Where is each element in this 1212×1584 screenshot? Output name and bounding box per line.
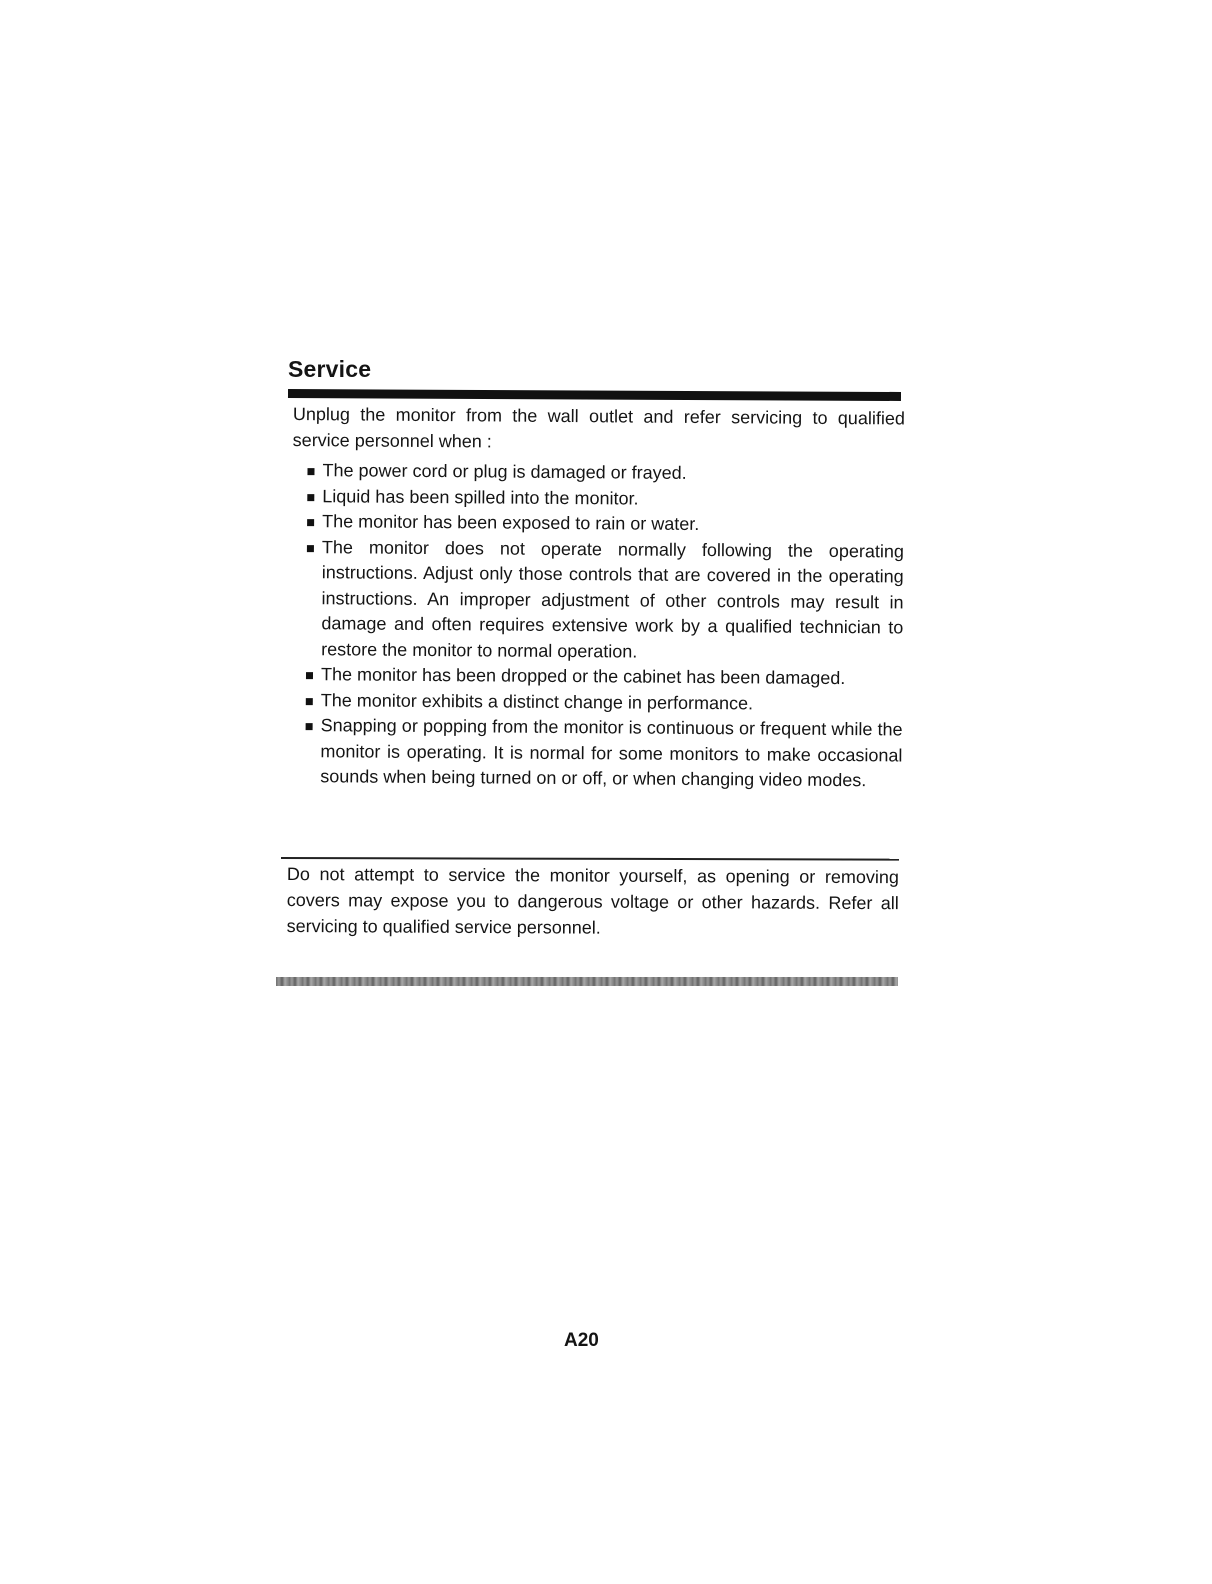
list-item-text: The monitor exhibits a distinct change in performance. [320,689,754,713]
intro-paragraph: Unplug the monitor from the wall outlet and refer servicing to qualified service personnel when : [292,403,905,451]
list-item-text: The monitor has been dropped or the cabinet has been damaged. [320,664,846,689]
list-item-text: Snapping or popping from the monitor is continuous or frequent while the monitor is operating. It is normal for some monitors to make occasional sounds when being turned on or off, or when changing video modes. [320,715,903,791]
list-item [291,534,904,666]
bullet-square-icon [307,494,314,501]
bullet-square-icon [306,698,313,705]
section-divider [281,857,899,861]
title-rule [288,389,901,401]
warning-paragraph: Do not attempt to service the monitor yourself, as opening or removing covers may expose you to dangerous voltage or other hazards. Refer all servicing to qualified service personnel. [286,863,899,938]
list-item-text: The power cord or plug is damaged or frayed. [322,460,687,483]
service-section [290,402,905,794]
bullet-square-icon [307,519,314,526]
page-title: Service [288,356,372,382]
bullet-square-icon [307,468,314,475]
page-number: A20 [564,1330,599,1351]
list-item [290,713,903,794]
bullet-square-icon [306,672,313,679]
list-item-text: Liquid has been spilled into the monitor. [322,485,639,509]
list-item-text: The monitor has been exposed to rain or water. [322,511,700,534]
bullet-list [290,458,904,794]
bullet-square-icon [306,723,313,730]
list-item-text: The monitor does not operate normally following the operating instructions. Adjust only those controls that are covered in the operating instructions. An improper adjustment of other controls may result in damage and often requires extensive work by a qualified technician to restore the monitor to normal operation. [321,536,904,662]
bottom-rule [276,977,898,986]
bullet-square-icon [307,545,314,552]
